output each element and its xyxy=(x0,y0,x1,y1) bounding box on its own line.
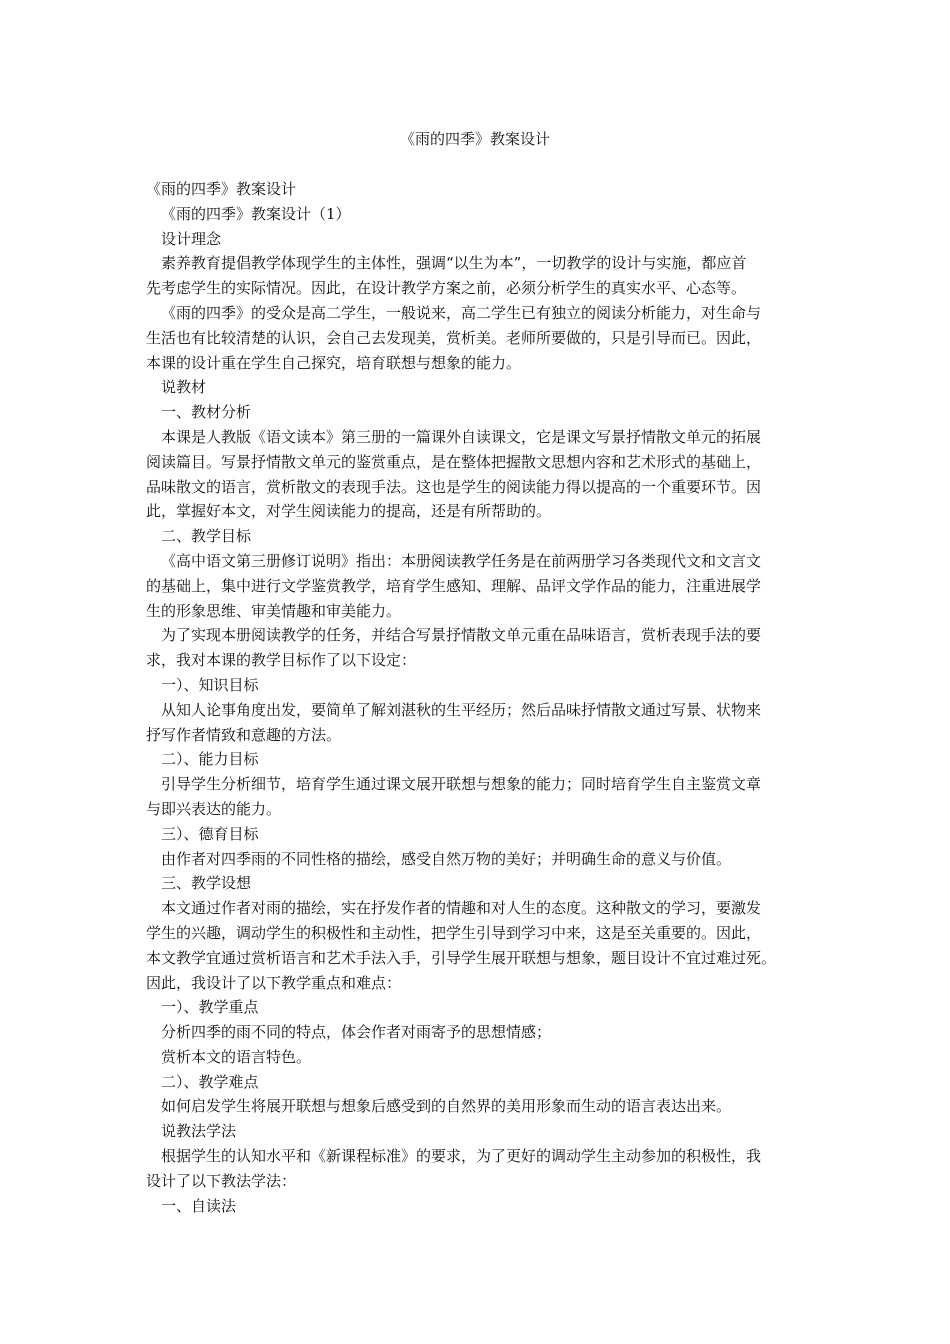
heading-ability-goals: 二）、能力目标 xyxy=(161,750,259,769)
heading-knowledge-goals: 一）、知识目标 xyxy=(161,675,259,694)
heading-teaching-goals: 二、教学目标 xyxy=(161,527,252,546)
paragraph-line: 生活也有比较清楚的认识，会自己去发现美，赏析美。老师所要做的，只是引导而已。因此， xyxy=(146,328,762,347)
paragraph-line: 设计了以下教法学法： xyxy=(146,1171,297,1190)
paragraph-line: 引导学生分析细节，培育学生通过课文展开联想与想象的能力；同时培育学生自主鉴赏文章 xyxy=(161,775,762,794)
paragraph-line: 此，掌握好本文，对学生阅读能力的提高，还是有所帮助的。 xyxy=(146,502,552,521)
paragraph-line: 本文通过作者对雨的描绘，实在抒发作者的情趣和对人生的态度。这种散文的学习，要激发 xyxy=(161,899,762,918)
paragraph-line: 《雨的四季》的受众是高二学生，一般说来，高二学生已有独立的阅读分析能力，对生命与 xyxy=(161,303,762,322)
paragraph-line: 先考虑学生的实际情况。因此，在设计教学方案之前，必须分析学生的真实水平、心态等。 xyxy=(146,279,747,298)
page-title: 《雨的四季》教案设计 xyxy=(399,130,550,148)
paragraph-line: 《高中语文第三册修订说明》指出：本册阅读教学任务是在前两册学习各类现代文和文言文 xyxy=(161,551,762,570)
heading-difficulties: 二）、教学难点 xyxy=(161,1072,259,1091)
paragraph-line: 本课是人教版《语文读本》第三册的一篇课外自读课文，它是课文写景抒情散文单元的拓展 xyxy=(161,427,762,446)
paragraph-line: 如何启发学生将展开联想与想象后感受到的自然界的美用形象而生动的语言表达出来。 xyxy=(161,1097,732,1116)
paragraph-line: 从知人论事角度出发，要简单了解刘湛秋的生平经历；然后品味抒情散文通过写景、状物来 xyxy=(161,700,762,719)
paragraph-line: 赏析本文的语言特色。 xyxy=(161,1047,312,1066)
heading-key-points: 一）、教学重点 xyxy=(161,998,259,1017)
paragraph-line: 的基础上，集中进行文学鉴赏教学，培育学生感知、理解、品评文学作品的能力，注重进展学 xyxy=(146,576,762,595)
heading-methods: 说教法学法 xyxy=(161,1122,237,1141)
paragraph-line: 抒写作者情致和意趣的方法。 xyxy=(146,725,342,744)
paragraph-line: 因此，我设计了以下教学重点和难点： xyxy=(146,973,402,992)
paragraph-line: 素养教育提倡教学体现学生的主体性，强调“以生为本”，一切教学的设计与实施，都应首 xyxy=(161,254,747,273)
paragraph-line: 阅读篇目。写景抒情散文单元的鉴赏重点，是在整体把握散文思想内容和艺术形式的基础上， xyxy=(146,452,762,471)
paragraph-line: 生的形象思维、审美情趣和审美能力。 xyxy=(146,601,402,620)
paragraph-line: 本文教学宜通过赏析语言和艺术手法入手，引导学生展开联想与想象，题目设计不宜过难过死。 xyxy=(146,948,777,967)
paragraph-line: 根据学生的认知水平和《新课程标准》的要求，为了更好的调动学生主动参加的积极性，我 xyxy=(161,1147,762,1166)
document-body xyxy=(146,177,810,1218)
paragraph-line: 由作者对四季雨的不同性格的描绘，感受自然万物的美好；并明确生命的意义与价值。 xyxy=(161,849,732,868)
line-section-title: 《雨的四季》教案设计（1） xyxy=(161,204,351,223)
heading-self-reading: 一、自读法 xyxy=(161,1196,237,1215)
paragraph-line: 求，我对本课的教学目标作了以下设定： xyxy=(146,651,417,670)
paragraph-line: 学生的兴趣，调动学生的积极性和主动性，把学生引导到学习中来，这是至关重要的。因此， xyxy=(146,923,762,942)
paragraph-line: 品味散文的语言，赏析散文的表现手法。这也是学生的阅读能力得以提高的一个重要环节。因 xyxy=(146,477,762,496)
heading-moral-goals: 三）、德育目标 xyxy=(161,824,259,843)
paragraph-line: 分析四季的雨不同的特点，体会作者对雨寄予的思想情感； xyxy=(161,1023,552,1042)
heading-teaching-plan: 三、教学设想 xyxy=(161,874,252,893)
heading-design-concept: 设计理念 xyxy=(161,229,222,248)
heading-textbook-analysis: 一、教材分析 xyxy=(161,403,252,422)
heading-textbook: 说教材 xyxy=(161,378,207,397)
paragraph-line: 与即兴表达的能力。 xyxy=(146,799,282,818)
line-subtitle: 《雨的四季》教案设计 xyxy=(146,180,297,198)
paragraph-line: 为了实现本册阅读教学的任务，并结合写景抒情散文单元重在品味语言，赏析表现手法的要 xyxy=(161,626,762,645)
paragraph-line: 本课的设计重在学生自己探究，培育联想与想象的能力。 xyxy=(146,353,522,372)
